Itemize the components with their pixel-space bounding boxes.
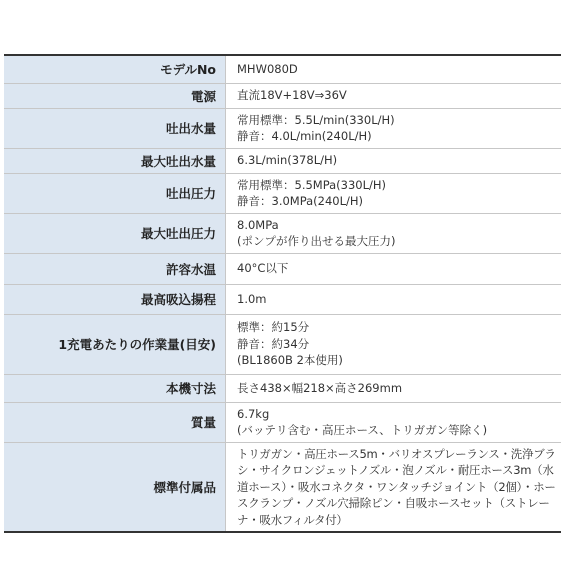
spec-label: 吐出圧力 — [4, 173, 226, 213]
spec-label: 本機寸法 — [4, 374, 226, 402]
spec-row-discharge-pressure — [4, 173, 561, 213]
spec-label: 1充電あたりの作業量(目安) — [4, 314, 226, 374]
spec-value-line: (BL1860B 2本使用) — [237, 353, 343, 368]
spec-value-line: 6.7kg — [237, 406, 270, 421]
spec-row-suction-head — [4, 284, 561, 314]
spec-value-line: 直流18V+18V⇒36V — [237, 88, 347, 103]
spec-value — [226, 442, 562, 532]
spec-row-max-discharge-pressure — [4, 213, 561, 253]
spec-value — [226, 314, 562, 374]
spec-row-dimensions — [4, 374, 561, 402]
spec-row-max-discharge-volume — [4, 148, 561, 173]
spec-value — [226, 374, 562, 402]
spec-label: 標準付属品 — [4, 442, 226, 532]
spec-row-discharge-volume — [4, 108, 561, 148]
spec-value-line: 40°C以下 — [237, 261, 289, 276]
spec-label: 質量 — [4, 402, 226, 442]
spec-value — [226, 83, 562, 108]
spec-value — [226, 284, 562, 314]
spec-value-line: (ポンプが作り出せる最大圧力) — [237, 234, 396, 248]
spec-value — [226, 213, 562, 253]
spec-value-line: MHW080D — [237, 62, 298, 76]
spec-label: 最大吐出水量 — [4, 148, 226, 173]
spec-table — [4, 54, 561, 533]
spec-value-line: 1.0m — [237, 291, 267, 306]
spec-row-power — [4, 83, 561, 108]
spec-value-line: 標準：約15分 — [237, 320, 310, 335]
spec-row-accessories — [4, 442, 561, 532]
spec-value — [226, 55, 562, 83]
spec-row-work-per-charge — [4, 314, 561, 374]
spec-value — [226, 402, 562, 442]
spec-value — [226, 173, 562, 213]
spec-value-line: (バッテリ含む・高圧ホース、トリガガン等除く) — [237, 423, 488, 437]
spec-value-line: 静音：約34分 — [237, 336, 310, 351]
spec-row-weight — [4, 402, 561, 442]
spec-label: 電源 — [4, 83, 226, 108]
spec-label: 許容水温 — [4, 253, 226, 284]
spec-value — [226, 253, 562, 284]
spec-value-line: 6.3L/min(378L/H) — [237, 153, 338, 168]
spec-value-line: 静音：4.0L/min(240L/H) — [237, 129, 372, 143]
spec-value-line: 常用標準：5.5L/min(330L/H) — [237, 112, 395, 127]
spec-label: 最大吐出圧力 — [4, 213, 226, 253]
spec-value — [226, 108, 562, 148]
spec-label: 最高吸込揚程 — [4, 284, 226, 314]
spec-label: モデルNo — [4, 55, 226, 83]
spec-value-line: トリガガン・高圧ホース5m・バリオスプレーランス・洗浄ブラシ・サイクロンジェットノズル・泡ノズル・耐圧ホース3m（水道ホース）・吸水コネクタ・ワンタッチジョイント（2個）・ホースクランプ・ノズル穴掃除ピン・自吸ホースセット（ストレーナ・吸水フィルタ付） — [237, 446, 556, 527]
spec-value-line: 静音：3.0MPa(240L/H) — [237, 194, 364, 208]
spec-value-line: 常用標準：5.5MPa(330L/H) — [237, 177, 387, 192]
spec-value-line: 長さ438×幅218×高さ269mm — [237, 380, 403, 395]
spec-value — [226, 148, 562, 173]
spec-row-model — [4, 55, 561, 83]
spec-label: 吐出水量 — [4, 108, 226, 148]
spec-row-water-temperature — [4, 253, 561, 284]
spec-value-line: 8.0MPa — [237, 217, 279, 232]
